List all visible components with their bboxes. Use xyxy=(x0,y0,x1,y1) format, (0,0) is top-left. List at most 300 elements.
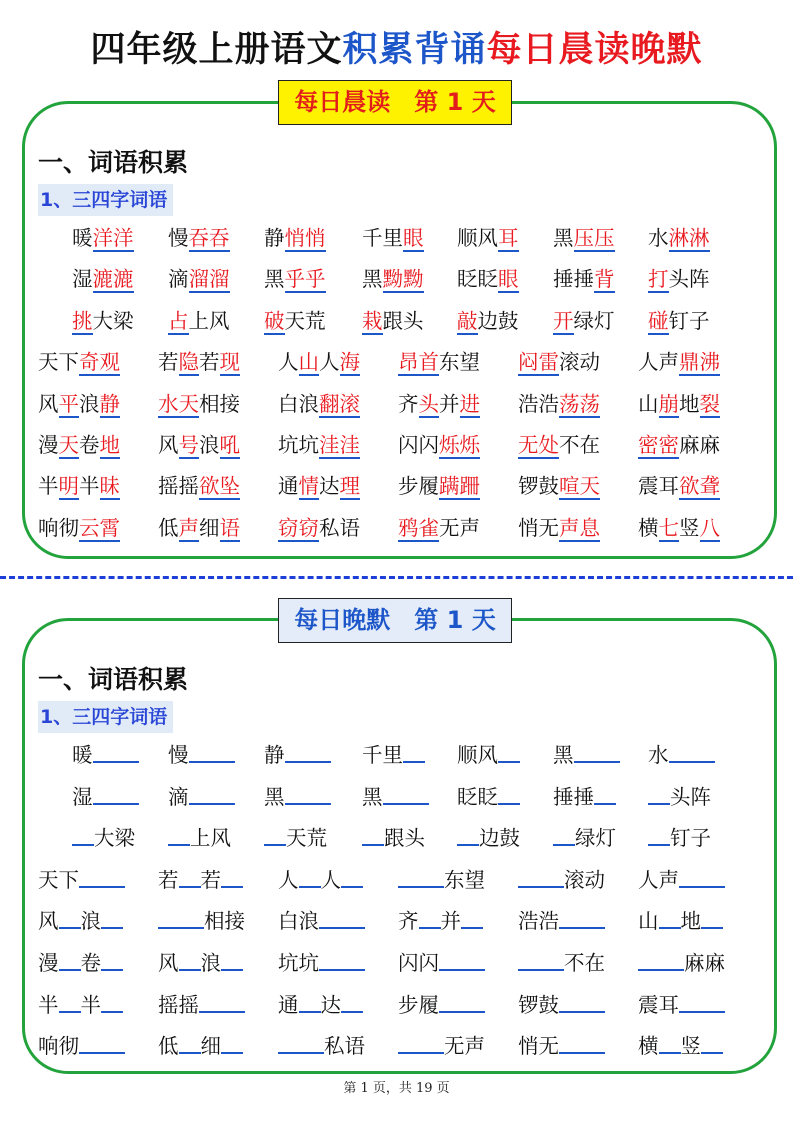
blank-line xyxy=(638,951,684,971)
word-text: 黑 xyxy=(264,784,285,809)
morning-word-5-6 xyxy=(638,391,720,417)
answer-text: 淋淋 xyxy=(668,226,710,250)
morning-subsection-label: 1、三四字词语 xyxy=(40,189,168,211)
answer-text: 七 xyxy=(658,515,679,540)
word-text: 捶捶 xyxy=(553,784,594,809)
word-text: 步履 xyxy=(398,474,439,499)
word-text: 人 xyxy=(319,350,340,375)
morning-word-4-1 xyxy=(38,349,120,375)
answer-text: 洋洋 xyxy=(92,226,134,250)
word-text: 人声 xyxy=(638,867,679,892)
blank-line xyxy=(383,785,429,805)
answer-text: 吞吞 xyxy=(188,226,230,250)
answer-text: 压压 xyxy=(573,226,615,250)
word-text: 湿 xyxy=(72,267,93,292)
evening-word-7-4 xyxy=(398,992,485,1018)
word-text: 相接 xyxy=(199,391,240,416)
morning-word-7-3 xyxy=(278,473,360,499)
evening-word-8-3 xyxy=(278,1033,365,1059)
evening-word-1-7 xyxy=(648,742,715,768)
title-part-daily: 每日晨读晚默 xyxy=(486,30,703,70)
morning-word-8-3 xyxy=(278,515,360,541)
evening-word-2-1 xyxy=(72,784,139,810)
answer-text: 背 xyxy=(594,267,615,292)
morning-word-4-2 xyxy=(158,349,240,375)
evening-word-5-6 xyxy=(638,908,723,934)
word-text: 顺风 xyxy=(457,743,498,767)
answer-text: 吼 xyxy=(219,433,240,457)
word-text: 头阵 xyxy=(670,784,711,809)
blank-line xyxy=(101,993,123,1013)
morning-word-7-5 xyxy=(518,473,600,499)
evening-word-3-4 xyxy=(362,825,425,851)
answer-text: 闷雷 xyxy=(518,350,559,375)
word-text: 湿 xyxy=(72,784,93,809)
answer-text: 漉漉 xyxy=(92,267,134,292)
evening-word-6-1 xyxy=(38,950,123,976)
word-text: 千里 xyxy=(362,226,403,250)
evening-word-3-2 xyxy=(168,825,231,851)
answer-text: 挑 xyxy=(72,308,93,333)
morning-word-2-5 xyxy=(457,266,519,292)
answer-text: 声息 xyxy=(559,515,600,540)
word-text: 风 xyxy=(158,433,179,457)
word-text: 半 xyxy=(38,474,59,499)
word-text: 私语 xyxy=(319,515,360,540)
blank-line xyxy=(398,868,444,888)
word-text: 滚动 xyxy=(559,350,600,375)
evening-word-7-5 xyxy=(518,992,605,1018)
blank-line xyxy=(669,743,715,763)
evening-word-2-7 xyxy=(648,784,711,810)
blank-line xyxy=(594,785,616,805)
word-text: 震耳 xyxy=(638,992,679,1017)
answer-text: 情 xyxy=(298,474,319,499)
answer-text: 理 xyxy=(339,474,360,499)
word-text: 卷 xyxy=(80,951,101,975)
morning-word-2-6 xyxy=(553,266,615,292)
answer-text: 耳 xyxy=(498,226,519,250)
evening-section-heading: 一、词语积累 xyxy=(38,665,189,694)
word-text: 上风 xyxy=(190,826,231,851)
answer-text: 明 xyxy=(58,474,79,499)
evening-word-6-6 xyxy=(638,950,725,976)
answer-text: 昧 xyxy=(99,474,120,499)
answer-text: 洼洼 xyxy=(319,433,360,457)
answer-text: 蹒跚 xyxy=(439,474,480,499)
answer-text: 云霄 xyxy=(79,515,120,540)
word-text: 暖 xyxy=(72,743,93,767)
answer-text: 打 xyxy=(648,267,669,292)
word-text: 风 xyxy=(38,391,59,416)
blank-line xyxy=(179,951,201,971)
morning-word-5-4 xyxy=(398,391,480,417)
evening-word-2-4 xyxy=(362,784,429,810)
morning-subsection-heading xyxy=(38,184,173,216)
answer-text: 声 xyxy=(178,515,199,540)
word-text: 边鼓 xyxy=(477,308,519,333)
word-text: 边鼓 xyxy=(479,826,520,851)
evening-word-5-2 xyxy=(158,908,245,934)
blank-line xyxy=(498,785,520,805)
word-text: 摇摇 xyxy=(158,474,199,499)
word-text: 滴 xyxy=(168,784,189,809)
title-part-recite: 积累背诵 xyxy=(342,30,487,70)
word-text: 麻麻 xyxy=(679,433,720,457)
word-text: 步履 xyxy=(398,992,439,1017)
word-text: 头阵 xyxy=(668,267,710,292)
word-text: 浩浩 xyxy=(518,909,559,934)
word-text: 水 xyxy=(648,226,669,250)
morning-word-3-2 xyxy=(168,308,230,334)
blank-line xyxy=(518,868,564,888)
section-divider xyxy=(0,576,793,579)
morning-word-1-2 xyxy=(168,225,230,251)
title-part-grade: 四年级上册语文 xyxy=(90,30,343,70)
word-text: 细 xyxy=(200,1034,221,1059)
evening-word-4-4 xyxy=(398,867,485,893)
morning-word-2-2 xyxy=(168,266,230,292)
morning-word-6-5 xyxy=(518,432,600,458)
blank-line xyxy=(574,743,620,763)
word-text: 绿灯 xyxy=(573,308,615,333)
evening-word-1-4 xyxy=(362,742,425,768)
evening-word-3-1 xyxy=(72,825,135,851)
blank-line xyxy=(189,743,235,763)
word-text: 齐 xyxy=(398,909,419,934)
word-text: 风 xyxy=(38,909,59,934)
blank-line xyxy=(79,868,125,888)
morning-word-6-3 xyxy=(278,432,360,458)
evening-word-2-2 xyxy=(168,784,235,810)
word-text: 半 xyxy=(79,474,100,499)
blank-line xyxy=(701,1034,723,1054)
answer-text: 喧天 xyxy=(559,474,600,499)
word-text: 大梁 xyxy=(94,826,135,851)
evening-word-7-3 xyxy=(278,992,363,1018)
word-text: 竖 xyxy=(680,1034,701,1059)
word-text: 闪闪 xyxy=(398,433,439,457)
word-text: 细 xyxy=(199,515,220,540)
evening-word-7-2 xyxy=(158,992,245,1018)
page-title xyxy=(0,22,793,72)
answer-text: 荡荡 xyxy=(559,391,600,416)
word-text: 黑 xyxy=(362,267,383,292)
word-text: 不在 xyxy=(564,951,605,975)
evening-word-6-2 xyxy=(158,950,243,976)
morning-word-2-7 xyxy=(648,266,710,292)
morning-word-4-3 xyxy=(278,349,360,375)
evening-word-8-2 xyxy=(158,1033,243,1059)
word-text: 天下 xyxy=(38,350,79,375)
word-text: 水 xyxy=(648,743,669,767)
word-text: 滴 xyxy=(168,267,189,292)
blank-line xyxy=(439,993,485,1013)
blank-line xyxy=(93,785,139,805)
answer-text: 溜溜 xyxy=(188,267,230,292)
blank-line xyxy=(341,993,363,1013)
blank-line xyxy=(319,951,365,971)
blank-line xyxy=(648,826,670,846)
page-footer: 第 1 页，共 19 页 xyxy=(343,1081,450,1096)
word-text: 悄无 xyxy=(518,515,559,540)
morning-word-5-5 xyxy=(518,391,600,417)
word-text: 横 xyxy=(638,1034,659,1059)
word-text: 人声 xyxy=(638,350,679,375)
word-text: 慢 xyxy=(168,226,189,250)
word-text: 锣鼓 xyxy=(518,992,559,1017)
morning-word-8-2 xyxy=(158,515,240,541)
blank-line xyxy=(362,826,384,846)
word-text: 摇摇 xyxy=(158,992,199,1017)
blank-line xyxy=(559,909,605,929)
word-text: 私语 xyxy=(324,1034,365,1059)
blank-line xyxy=(158,909,204,929)
evening-word-8-6 xyxy=(638,1033,723,1059)
word-text: 若 xyxy=(199,350,220,375)
word-text: 无声 xyxy=(439,515,480,540)
answer-text: 乎乎 xyxy=(284,267,326,292)
blank-line xyxy=(679,868,725,888)
answer-text: 眼 xyxy=(498,267,519,292)
word-text: 东望 xyxy=(439,350,480,375)
evening-word-1-6 xyxy=(553,742,620,768)
word-text: 横 xyxy=(638,515,659,540)
blank-line xyxy=(679,993,725,1013)
word-text: 并 xyxy=(439,391,460,416)
morning-word-7-6 xyxy=(638,473,720,499)
word-text: 顺风 xyxy=(457,226,498,250)
word-text: 天下 xyxy=(38,867,79,892)
word-text: 达 xyxy=(320,992,341,1017)
answer-text: 鼎沸 xyxy=(679,350,720,375)
word-text: 人 xyxy=(278,867,299,892)
word-text: 相接 xyxy=(204,909,245,934)
morning-word-3-1 xyxy=(72,308,134,334)
evening-word-6-5 xyxy=(518,950,605,976)
evening-word-5-1 xyxy=(38,908,123,934)
evening-word-1-1 xyxy=(72,742,139,768)
word-text: 黑 xyxy=(362,784,383,809)
word-text: 钉子 xyxy=(668,308,710,333)
morning-word-1-5 xyxy=(457,225,519,251)
word-text: 静 xyxy=(264,743,285,767)
word-text: 天荒 xyxy=(284,308,326,333)
morning-word-7-4 xyxy=(398,473,480,499)
evening-word-8-4 xyxy=(398,1033,485,1059)
answer-text: 头 xyxy=(418,391,439,416)
word-text: 浪 xyxy=(199,433,220,457)
word-text: 卷 xyxy=(79,433,100,457)
answer-text: 栽 xyxy=(362,308,383,333)
morning-word-4-4 xyxy=(398,349,480,375)
evening-word-2-3 xyxy=(264,784,331,810)
answer-text: 悄悄 xyxy=(284,226,326,250)
answer-text: 破 xyxy=(264,308,285,333)
evening-word-5-3 xyxy=(278,908,365,934)
evening-word-2-5 xyxy=(457,784,520,810)
word-text: 若 xyxy=(158,867,179,892)
evening-word-6-3 xyxy=(278,950,365,976)
evening-word-3-3 xyxy=(264,825,327,851)
blank-line xyxy=(59,909,81,929)
evening-word-1-3 xyxy=(264,742,331,768)
word-text: 半 xyxy=(38,992,59,1017)
evening-subsection-heading xyxy=(38,701,173,733)
morning-word-3-4 xyxy=(362,308,424,334)
blank-line xyxy=(93,743,139,763)
blank-line xyxy=(59,951,81,971)
answer-text: 海 xyxy=(339,350,360,375)
blank-line xyxy=(419,909,441,929)
word-text: 坑坑 xyxy=(278,433,319,457)
blank-line xyxy=(221,868,243,888)
answer-text: 静 xyxy=(99,391,120,416)
evening-word-5-4 xyxy=(398,908,483,934)
morning-word-2-1 xyxy=(72,266,134,292)
morning-word-8-4 xyxy=(398,515,480,541)
evening-word-2-6 xyxy=(553,784,616,810)
morning-word-3-5 xyxy=(457,308,519,334)
word-text: 白浪 xyxy=(278,909,319,934)
answer-text: 平 xyxy=(58,391,79,416)
blank-line xyxy=(285,743,331,763)
answer-text: 窃窃 xyxy=(278,515,319,540)
word-text: 眨眨 xyxy=(457,267,498,292)
blank-line xyxy=(264,826,286,846)
word-text: 达 xyxy=(319,474,340,499)
morning-word-6-1 xyxy=(38,432,120,458)
word-text: 悄无 xyxy=(518,1034,559,1059)
blank-line xyxy=(457,826,479,846)
evening-word-1-2 xyxy=(168,742,235,768)
word-text: 并 xyxy=(440,909,461,934)
morning-word-3-6 xyxy=(553,308,615,334)
word-text: 千里 xyxy=(362,743,403,767)
word-text: 钉子 xyxy=(670,826,711,851)
word-text: 暖 xyxy=(72,226,93,250)
blank-line xyxy=(299,993,321,1013)
answer-text: 号 xyxy=(178,433,199,457)
morning-word-6-2 xyxy=(158,432,240,458)
answer-text: 进 xyxy=(459,391,480,416)
blank-line xyxy=(701,909,723,929)
blank-line xyxy=(659,909,681,929)
word-text: 东望 xyxy=(444,867,485,892)
blank-line xyxy=(72,826,94,846)
word-text: 低 xyxy=(158,515,179,540)
evening-word-1-5 xyxy=(457,742,520,768)
blank-line xyxy=(179,868,201,888)
word-text: 不在 xyxy=(559,433,600,457)
answer-text: 碰 xyxy=(648,308,669,333)
answer-text: 敲 xyxy=(457,308,478,333)
word-text: 慢 xyxy=(168,743,189,767)
evening-word-3-6 xyxy=(553,825,616,851)
word-text: 天荒 xyxy=(286,826,327,851)
evening-word-4-1 xyxy=(38,867,125,893)
blank-line xyxy=(403,743,425,763)
evening-banner: 每日晚默 第 1 天 xyxy=(278,598,512,643)
blank-line xyxy=(101,951,123,971)
morning-word-5-1 xyxy=(38,391,120,417)
blank-line xyxy=(199,993,245,1013)
word-text: 闪闪 xyxy=(398,951,439,975)
blank-line xyxy=(518,951,564,971)
blank-line xyxy=(461,909,483,929)
blank-line xyxy=(59,993,81,1013)
word-text: 山 xyxy=(638,909,659,934)
morning-word-5-2 xyxy=(158,391,240,417)
answer-text: 地 xyxy=(99,433,120,457)
word-text: 黑 xyxy=(264,267,285,292)
word-text: 人 xyxy=(278,350,299,375)
answer-text: 裂 xyxy=(699,391,720,416)
answer-text: 八 xyxy=(699,515,720,540)
morning-banner: 每日晨读 第 1 天 xyxy=(278,80,512,125)
answer-text: 山 xyxy=(298,350,319,375)
word-text: 白浪 xyxy=(278,391,319,416)
answer-text: 开 xyxy=(553,308,574,333)
blank-line xyxy=(439,951,485,971)
word-text: 齐 xyxy=(398,391,419,416)
word-text: 大梁 xyxy=(92,308,134,333)
word-text: 浪 xyxy=(80,909,101,934)
word-text: 静 xyxy=(264,226,285,250)
answer-text: 语 xyxy=(219,515,240,540)
morning-word-7-1 xyxy=(38,473,120,499)
answer-text: 隐 xyxy=(178,350,199,375)
evening-word-4-2 xyxy=(158,867,243,893)
word-text: 若 xyxy=(200,867,221,892)
answer-text: 欲坠 xyxy=(199,474,240,499)
word-text: 响彻 xyxy=(38,515,79,540)
word-text: 眨眨 xyxy=(457,784,498,809)
answer-text: 无处 xyxy=(518,433,559,457)
morning-word-6-6 xyxy=(638,432,720,458)
blank-line xyxy=(341,868,363,888)
morning-word-3-3 xyxy=(264,308,326,334)
evening-word-5-5 xyxy=(518,908,605,934)
word-text: 滚动 xyxy=(564,867,605,892)
blank-line xyxy=(648,785,670,805)
word-text: 漫 xyxy=(38,951,59,975)
answer-text: 水天 xyxy=(158,391,199,416)
evening-word-3-7 xyxy=(648,825,711,851)
word-text: 风 xyxy=(158,951,179,975)
blank-line xyxy=(299,868,321,888)
morning-word-5-3 xyxy=(278,391,360,417)
word-text: 上风 xyxy=(188,308,230,333)
evening-word-7-1 xyxy=(38,992,123,1018)
evening-word-8-5 xyxy=(518,1033,605,1059)
evening-word-6-4 xyxy=(398,950,485,976)
evening-word-7-6 xyxy=(638,992,725,1018)
word-text: 地 xyxy=(679,391,700,416)
blank-line xyxy=(79,1034,125,1054)
word-text: 地 xyxy=(680,909,701,934)
blank-line xyxy=(221,1034,243,1054)
answer-text: 密密 xyxy=(638,433,679,457)
evening-word-4-6 xyxy=(638,867,725,893)
blank-line xyxy=(659,1034,681,1054)
morning-word-8-5 xyxy=(518,515,600,541)
word-text: 浩浩 xyxy=(518,391,559,416)
word-text: 漫 xyxy=(38,433,59,457)
morning-word-1-7 xyxy=(648,225,710,251)
blank-line xyxy=(398,1034,444,1054)
word-text: 浪 xyxy=(79,391,100,416)
